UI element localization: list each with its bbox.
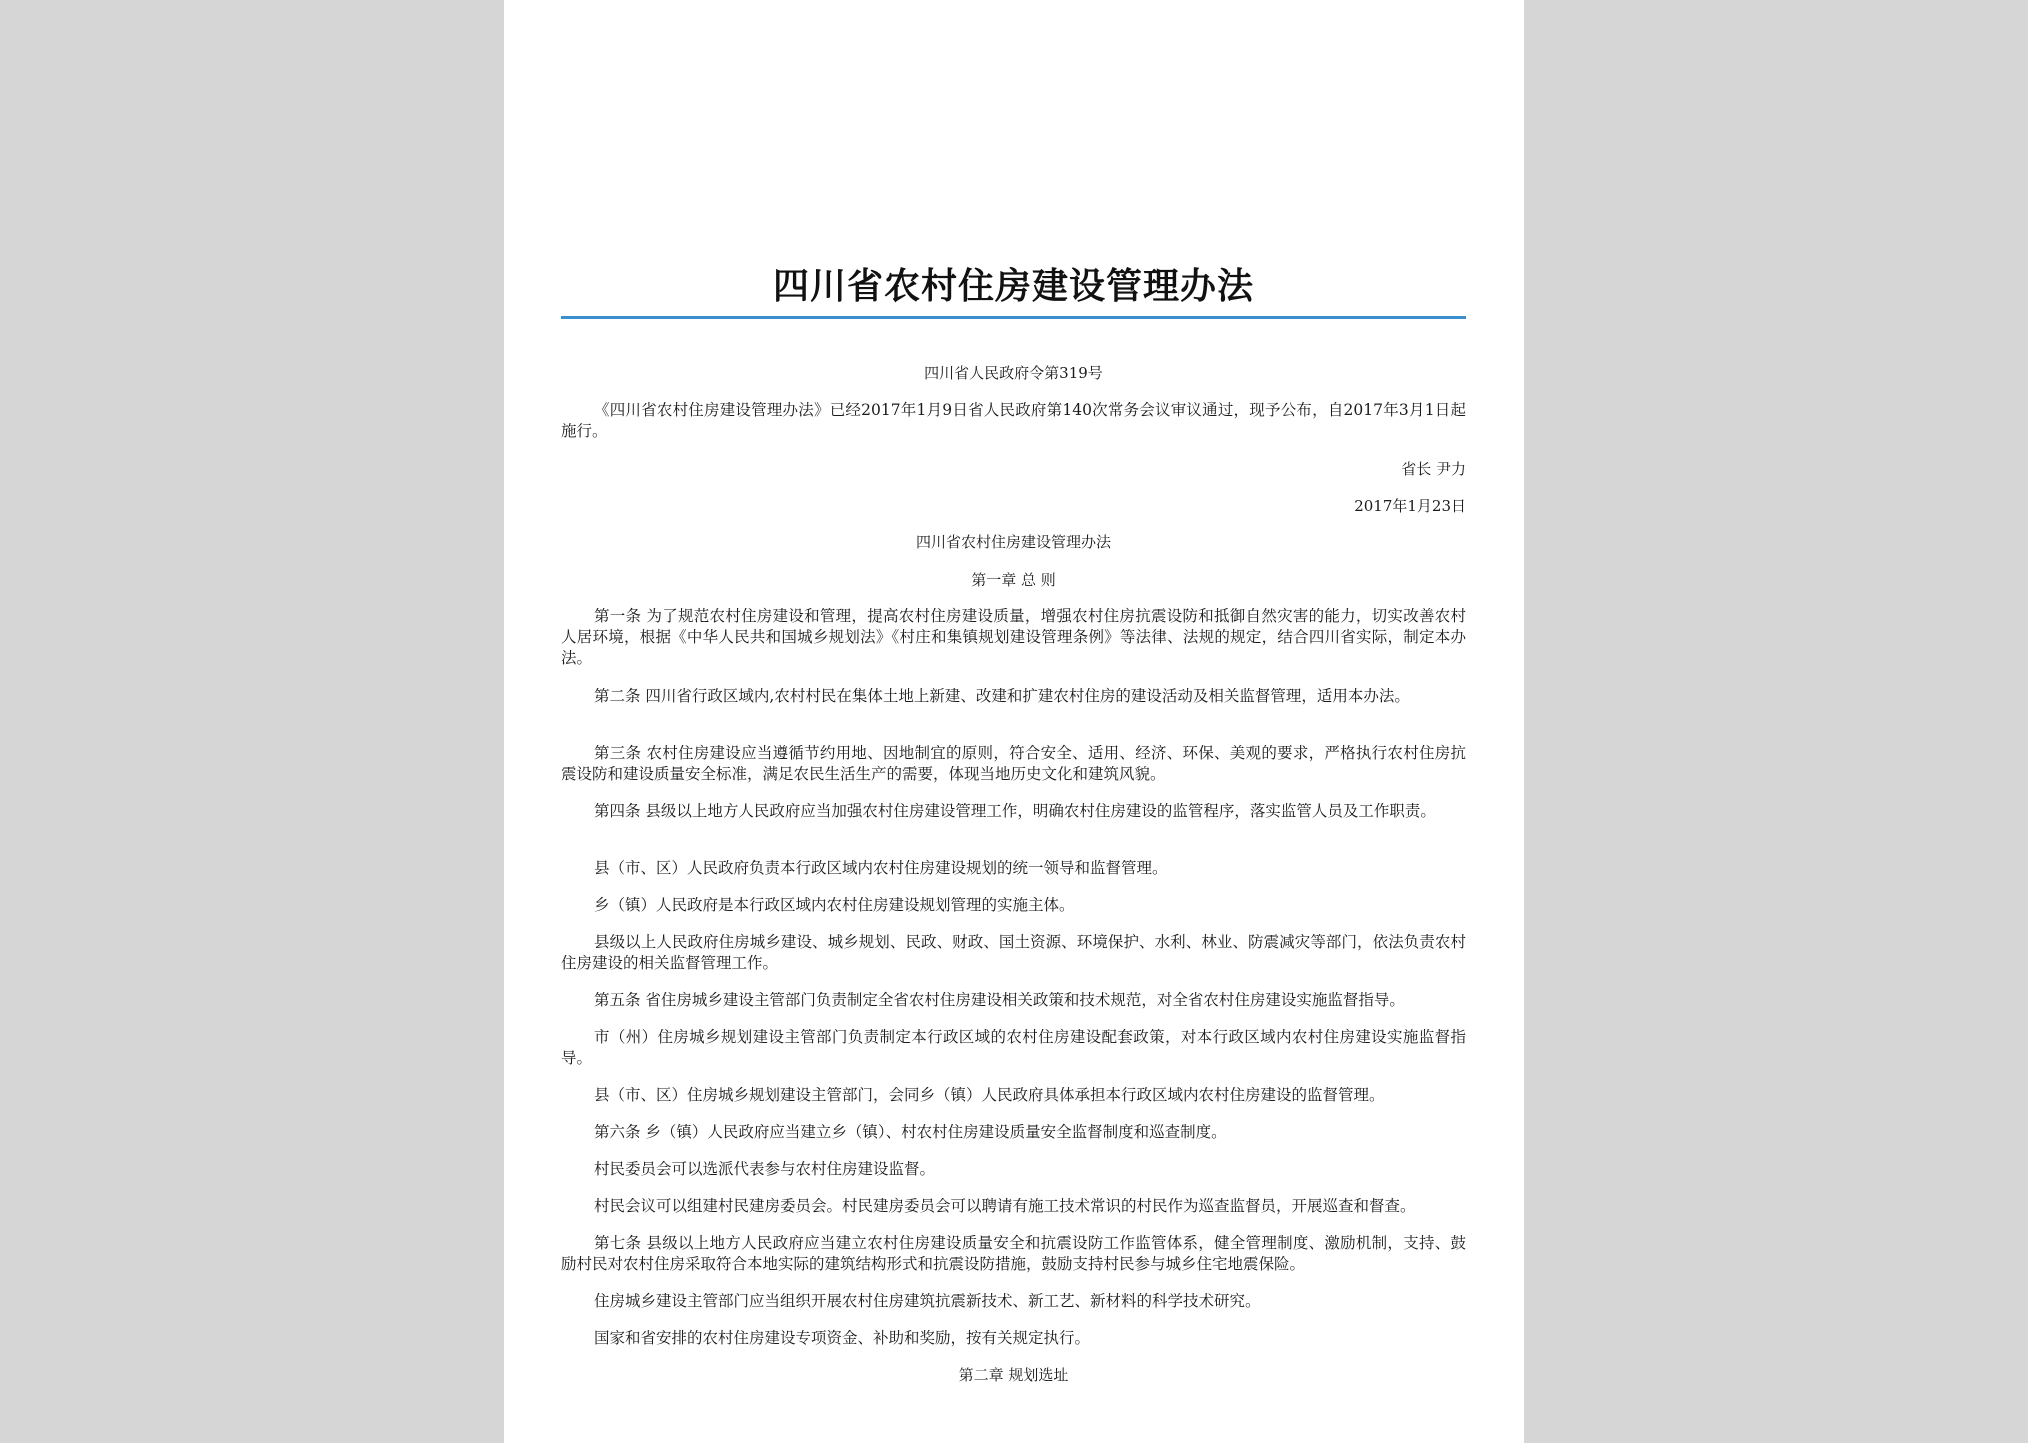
article-paragraph: 市（州）住房城乡规划建设主管部门负责制定本行政区域的农村住房建设配套政策，对本行政区域内农村住房建设实施监督指导。 xyxy=(561,1028,1466,1067)
issue-date: 2017年1月23日 xyxy=(1354,497,1466,515)
article-paragraph: 住房城乡建设主管部门应当组织开展农村住房建筑抗震新技术、新工艺、新材料的科学技术研究。 xyxy=(594,1292,1261,1310)
document-page xyxy=(504,0,1524,1443)
chapter-heading: 第一章 总 则 xyxy=(971,571,1056,589)
order-number: 四川省人民政府令第319号 xyxy=(924,364,1103,382)
chapter-heading: 第二章 规划选址 xyxy=(958,1366,1069,1384)
article-paragraph: 县（市、区）人民政府负责本行政区域内农村住房建设规划的统一领导和监督管理。 xyxy=(594,859,1168,877)
article-paragraph: 乡（镇）人民政府是本行政区域内农村住房建设规划管理的实施主体。 xyxy=(594,896,1075,914)
article-paragraph: 第三条 农村住房建设应当遵循节约用地、因地制宜的原则，符合安全、适用、经济、环保、美观的要求，严格执行农村住房抗震设防和建设质量安全标准，满足农民生活生产的需要，体现当地历史文化和建筑风貌。 xyxy=(561,744,1466,783)
article-paragraph: 第四条 县级以上地方人民政府应当加强农村住房建设管理工作，明确农村住房建设的监管程序，落实监管人员及工作职责。 xyxy=(594,802,1436,820)
article-paragraph: 国家和省安排的农村住房建设专项资金、补助和奖励，按有关规定执行。 xyxy=(594,1329,1091,1347)
title-divider xyxy=(561,316,1466,319)
signatory: 省长 尹力 xyxy=(1401,460,1466,478)
inner-title: 四川省农村住房建设管理办法 xyxy=(915,533,1111,551)
article-paragraph: 村民会议可以组建村民建房委员会。村民建房委员会可以聘请有施工技术常识的村民作为巡查监督员，开展巡查和督查。 xyxy=(594,1197,1416,1215)
article-paragraph: 村民委员会可以选派代表参与农村住房建设监督。 xyxy=(594,1160,936,1178)
article-paragraph: 第六条 乡（镇）人民政府应当建立乡（镇）、村农村住房建设质量安全监督制度和巡查制度。 xyxy=(594,1123,1227,1141)
article-paragraph: 县（市、区）住房城乡规划建设主管部门，会同乡（镇）人民政府具体承担本行政区域内农村住房建设的监督管理。 xyxy=(594,1086,1385,1104)
article-paragraph: 第二条 四川省行政区域内,农村村民在集体土地上新建、改建和扩建农村住房的建设活动及相关监督管理，适用本办法。 xyxy=(594,687,1410,705)
article-paragraph: 县级以上人民政府住房城乡建设、城乡规划、民政、财政、国土资源、环境保护、水利、林业、防震减灾等部门，依法负责农村住房建设的相关监督管理工作。 xyxy=(561,933,1466,972)
document-title: 四川省农村住房建设管理办法 xyxy=(772,266,1254,307)
announcement-text: 《四川省农村住房建设管理办法》已经2017年1月9日省人民政府第140次常务会议审议通过，现予公布，自2017年3月1日起施行。 xyxy=(561,401,1466,440)
article-paragraph: 第一条 为了规范农村住房建设和管理，提高农村住房建设质量，增强农村住房抗震设防和抵御自然灾害的能力，切实改善农村人居环境，根据《中华人民共和国城乡规划法》《村庄和集镇规划建设管理条例》等法律、法规的规定，结合四川省实际，制定本办法。 xyxy=(561,607,1466,667)
article-paragraph: 第五条 省住房城乡建设主管部门负责制定全省农村住房建设相关政策和技术规范，对全省农村住房建设实施监督指导。 xyxy=(594,991,1405,1009)
article-paragraph: 第七条 县级以上地方人民政府应当建立农村住房建设质量安全和抗震设防工作监管体系，健全管理制度、激励机制，支持、鼓励村民对农村住房采取符合本地实际的建筑结构形式和抗震设防措施，鼓励支持村民参与城乡住宅地震保险。 xyxy=(561,1234,1466,1273)
